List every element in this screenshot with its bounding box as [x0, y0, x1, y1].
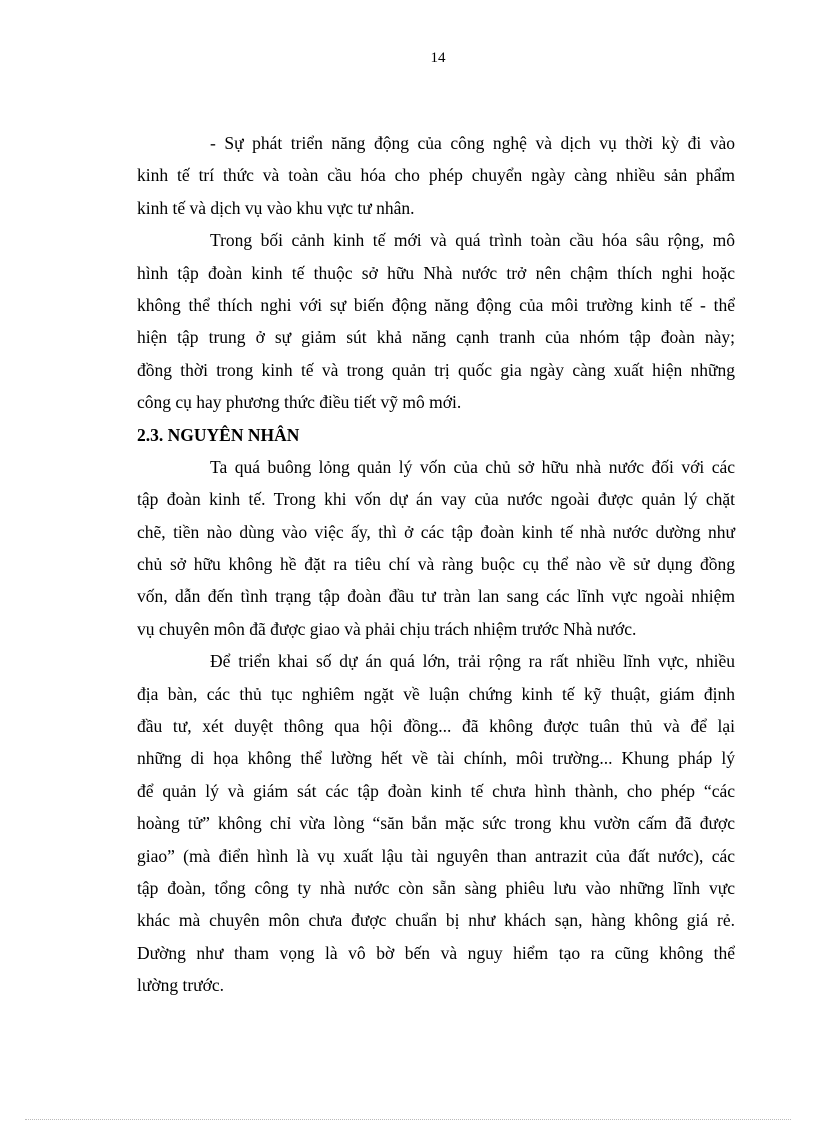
text-line: đồng thời trong kinh tế và trong quản trị quốc gia ngày càng xuất hiện những — [137, 359, 735, 380]
text-line: Dường như tham vọng là vô bờ bến và nguy hiểm tạo ra cũng không thể — [137, 942, 735, 963]
page-bottom-divider — [25, 1119, 791, 1120]
text-line: địa bàn, các thủ tục nghiêm ngặt về luận chứng kinh tế kỹ thuật, giám định — [137, 683, 735, 704]
text-line: tập đoàn, tổng công ty nhà nước còn sẵn sàng phiêu lưu vào những lĩnh vực — [137, 877, 735, 898]
text-line: kinh tế trí thức và toàn cầu hóa cho phép chuyển ngày càng nhiều sản phẩm — [137, 165, 735, 186]
text-line: hoàng tử” không chỉ vừa lòng “săn bắn mặc sức trong khu vườn cấm đã được — [137, 813, 735, 834]
text-line: giao” (mà điển hình là vụ xuất lậu tài nguyên than antrazit của đất nước), các — [137, 845, 735, 866]
text-line: không thể thích nghi với sự biến động năng động của môi trường kinh tế - thể — [137, 294, 735, 315]
text-line: để quản lý và giám sát các tập đoàn kinh tế chưa hình thành, cho phép “các — [137, 780, 735, 801]
paragraph — [137, 224, 735, 418]
section-after — [137, 451, 735, 1002]
text-line: hình tập đoàn kinh tế thuộc sở hữu Nhà nước trở nên chậm thích nghi hoặc — [137, 262, 735, 283]
text-line: vụ chuyên môn đã được giao và phải chịu trách nhiệm trước Nhà nước. — [137, 618, 637, 639]
text-line: Ta quá buông lỏng quản lý vốn của chủ sở hữu nhà nước đối với các — [210, 456, 735, 477]
text-line: chủ sở hữu không hề đặt ra tiêu chí và ràng buộc cụ thể nào về sử dụng đồng — [137, 554, 735, 575]
paragraph — [137, 127, 735, 224]
text-line: Trong bối cảnh kinh tế mới và quá trình toàn cầu hóa sâu rộng, mô — [210, 230, 735, 251]
section-before — [137, 127, 735, 419]
paragraph — [137, 451, 735, 645]
text-line: công cụ hay phương thức điều tiết vỹ mô mới. — [137, 392, 462, 413]
text-line: lường trước. — [137, 975, 225, 996]
text-line: những di họa không thể lường hết về tài chính, môi trường... Khung pháp lý — [137, 748, 735, 769]
text-line: chẽ, tiền nào dùng vào việc ấy, thì ở các tập đoàn kinh tế nhà nước dường như — [137, 521, 735, 542]
section-heading: 2.3. NGUYÊN NHÂN — [137, 424, 300, 445]
document-body — [137, 127, 735, 1002]
text-line: kinh tế và dịch vụ vào khu vực tư nhân. — [137, 197, 415, 218]
text-line: Để triển khai số dự án quá lớn, trải rộng ra rất nhiều lĩnh vực, nhiều — [210, 651, 735, 672]
text-line: vốn, dẫn đến tình trạng tập đoàn đầu tư tràn lan sang các lĩnh vực ngoài nhiệm — [137, 586, 735, 607]
text-line: khác mà chuyên môn chưa được chuẩn bị như khách sạn, hàng không giá rẻ. — [137, 910, 735, 931]
paragraph — [137, 645, 735, 1001]
text-line: hiện tập trung ở sự giảm sút khả năng cạnh tranh của nhóm tập đoàn này; — [137, 327, 735, 348]
text-line: tập đoàn kinh tế. Trong khi vốn dự án vay của nước ngoài được quản lý chặt — [137, 489, 735, 510]
text-line: - Sự phát triển năng động của công nghệ và dịch vụ thời kỳ đi vào — [210, 133, 735, 153]
page-number: 14 — [430, 50, 446, 66]
text-line: đầu tư, xét duyệt thông qua hội đồng... đã không được tuân thủ và để lại — [137, 716, 735, 737]
